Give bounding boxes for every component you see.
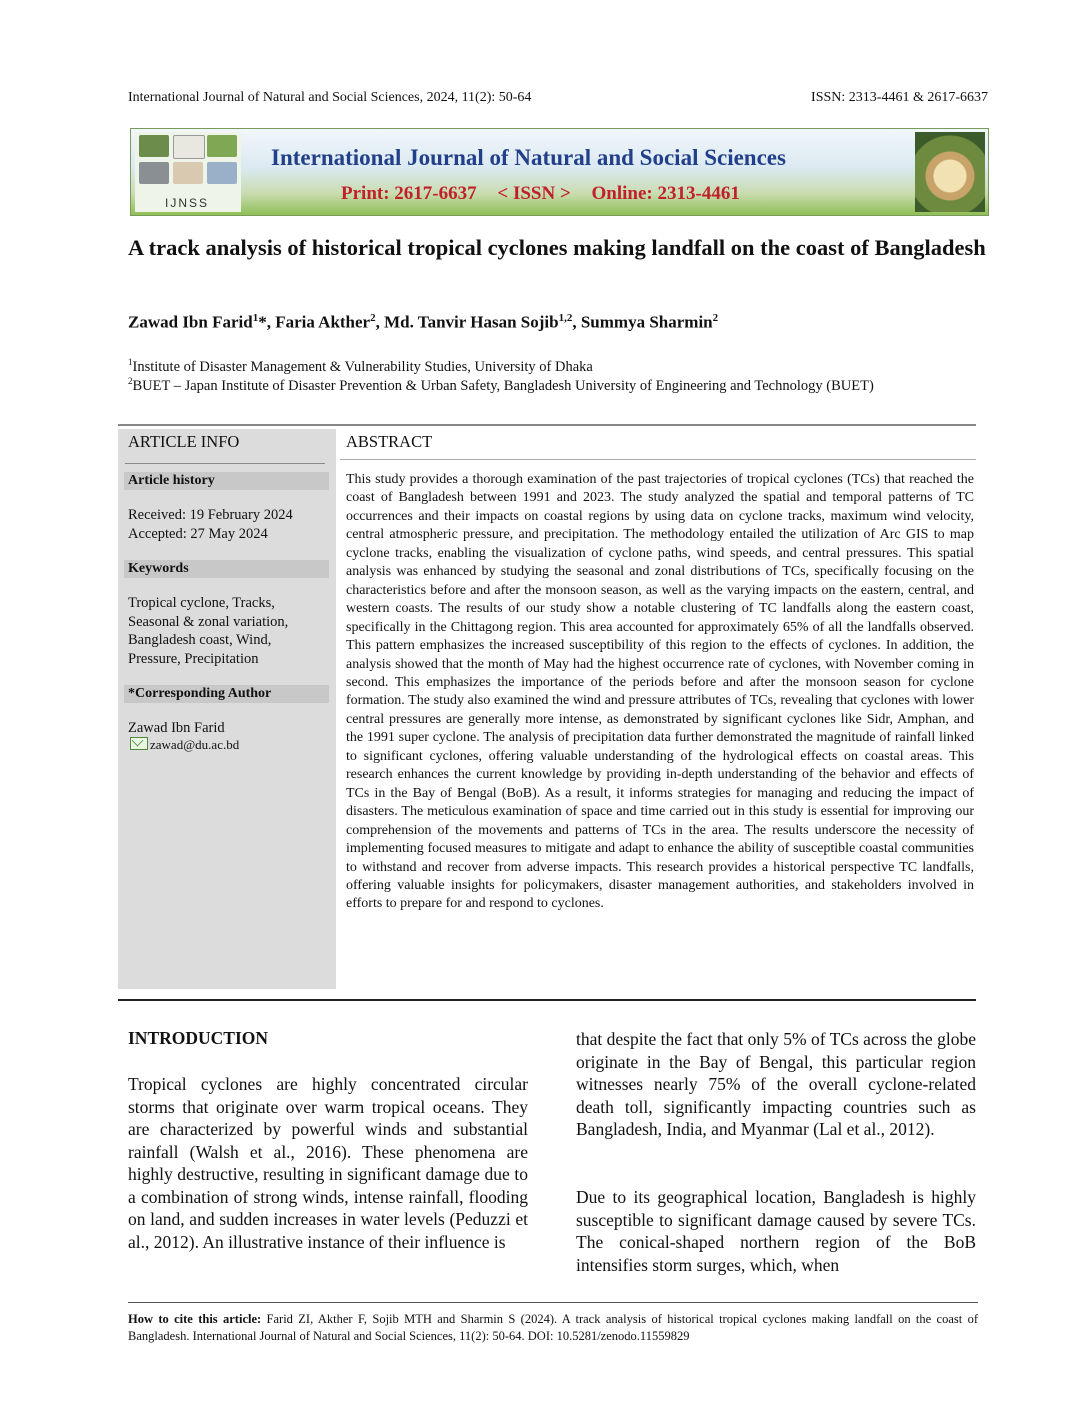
section-divider [118,999,976,1001]
keywords-list: Tropical cyclone, Tracks, Seasonal & zonal variation, Bangladesh coast, Wind, Pressure, Precipitation [128,595,289,667]
article-info-heading: ARTICLE INFO [128,432,240,451]
banner-title: International Journal of Natural and Social Sciences [271,145,786,170]
body-paragraph: Tropical cyclones are highly concentrated circular storms that originate over warm tropical oceans. They are characterized by powerful winds and substantial rainfall (Walsh et al., 2016). These phenomena are highly destructive, resulting in significant damage due to a combination of strong winds, intense rainfall, flooding on land, and sudden increases in water levels (Peduzzi et al., 2012). An illustrative instance of their influence is [128,1074,528,1252]
banner-collage [135,132,241,212]
paper-title: A track analysis of historical tropical cyclones making landfall on the coast of Bangladesh [128,235,986,260]
article-info-divider [125,463,325,464]
author-name: Faria Akther [275,312,371,332]
body-paragraph: that despite the fact that only 5% of TCs across the globe originate in the Bay of Bengal, this particular region witnesses nearly 75% of the overall cyclone-related death toll, significantly impacting countries such as Bangladesh, India, and Myanmar (Lal et al., 2012). [576,1029,976,1139]
corresponding-email[interactable] [130,737,239,753]
running-header-right: ISSN: 2313-4461 & 2617-6637 [811,90,988,105]
running-header-left: International Journal of Natural and Social Sciences, 2024, 11(2): 50-64 [128,90,532,105]
fish-thumb-icon [139,162,169,184]
received-date: Received: 19 February 2024 [128,507,293,523]
author-name: Md. Tanvir Hasan Sojib [384,312,559,332]
lab-thumb-icon [207,162,237,184]
abstract-divider [340,459,976,460]
banner-issn-label: < ISSN > [497,183,571,204]
banner-print-issn: Print: 2617-6637 [341,183,477,204]
people-thumb-icon [173,162,203,184]
affiliation: $^1$Institute of Disaster Management & Vulnerability Studies, University of Dhaka [128,357,593,375]
email-address[interactable]: zawad@du.ac.bd [150,737,240,752]
author-list: Zawad Ibn Farid$^1$*, Faria Akther$^2$, Md. Tanvir Hasan Sojib$^{1,2}$, Summya Sharmin$^2$ [128,312,719,332]
keywords-label: Keywords [124,560,329,578]
flower-image [915,132,985,212]
journal-banner [130,128,989,216]
citation-label: How to cite this article: [128,1312,262,1326]
affiliation: $^2$BUET – Japan Institute of Disaster Prevention & Urban Safety, Bangladesh University of Engineering and Technology (BUET) [128,376,874,394]
envelope-icon [130,737,148,750]
leaf-thumb-icon [207,135,237,157]
banner-online-issn: Online: 2313-4461 [591,183,740,204]
animal-thumb-icon [173,135,205,159]
accepted-date: Accepted: 27 May 2024 [128,526,268,542]
corresponding-author-name: Zawad Ibn Farid [128,720,225,736]
abstract-heading: ABSTRACT [346,432,433,451]
body-paragraph: Due to its geographical location, Bangladesh is highly susceptible to significant damage caused by severe TCs. The conical-shaped northern region of the BoB intensifies storm surges, which, when [576,1187,976,1275]
abstract-text: This study provides a thorough examination of the past trajectories of tropical cyclones (TCs) that reached the coast of Bangladesh between 1991 and 2023. The study analyzed the spatial and temporal patterns of TC occurrences and their impacts on coastal regions by using data on cyclone tracks, maximum wind velocity, central atmospheric pressure, and precipitation. The methodology entailed the utilization of Arc GIS to map cyclone tracks, enabling the visualization of cyclone paths, wind speeds, and central pressures. This spatial analysis was enhanced by studying the seasonal and zonal distributions of TCs, specifically focusing on the characteristics before and after the monsoon season, as well as the varying impacts on the eastern, central, and western coasts. The results of our study show a notable clustering of TC landfalls along the eastern coast, specifically in the Chittagong region. This area accounted for approximately 65% of all the landfalls observed. This pattern emphasizes the increased susceptibility of this region to the effects of cyclones. In addition, the analysis showed that the month of May had the highest occurrence rate of cyclones, with November coming in second. This emphasizes the importance of the periods before and after the monsoon season for cyclone formation. The study also examined the wind and pressure attributes of TCs, revealing that cyclones with lower central pressures are generally more intense, as demonstrated by significant cyclones like Sidr, Amphan, and the 1991 super cyclone. The analysis of precipitation data further demonstrated the magnitude of rainfall linked to significant cyclones, offering valuable understanding of the hydrological effects on coastal areas. This research enhances the current knowledge by providing in-depth understanding of the behavior and effects of TCs in the Bay of Bengal (BoB). As a result, it informs strategies for managing and reducing the impact of disasters. The meticulous examination of space and time carried out in this study is essential for improving our comprehension of the movements and patterns of TCs in the area. The results underscore the necessity of implementing focused measures to mitigate and adapt to enhance the ability of susceptible coastal communities to withstand and recover from adverse impacts. This research provides a historical perspective TC landfalls, offering valuable insights for policymakers, disaster management authorities, and stakeholders involved in efforts to prepare for and respond to cyclones. [346,472,974,912]
citation-note [128,1311,978,1345]
plant-thumb-icon [139,135,169,157]
author-name: Summya Sharmin [580,312,713,332]
introduction-heading: INTRODUCTION [128,1028,269,1048]
banner-acronym: IJNSS [165,196,210,210]
footer-divider [128,1302,978,1303]
section-divider [118,424,976,426]
author-name: Zawad Ibn Farid [128,312,253,332]
article-history-label: Article history [124,472,329,490]
banner-issn-line [341,183,756,205]
citation-text: Farid ZI, Akther F, Sojib MTH and Sharmin S (2024). A track analysis of historical tropical cyclones making landfall on the coast of Bangladesh. International Journal of Natural and Social Sciences, 11(2): 50-64. DOI: 10.5281/zenodo.11559829 [128,1312,979,1343]
corresponding-author-label: *Corresponding Author [124,685,329,703]
